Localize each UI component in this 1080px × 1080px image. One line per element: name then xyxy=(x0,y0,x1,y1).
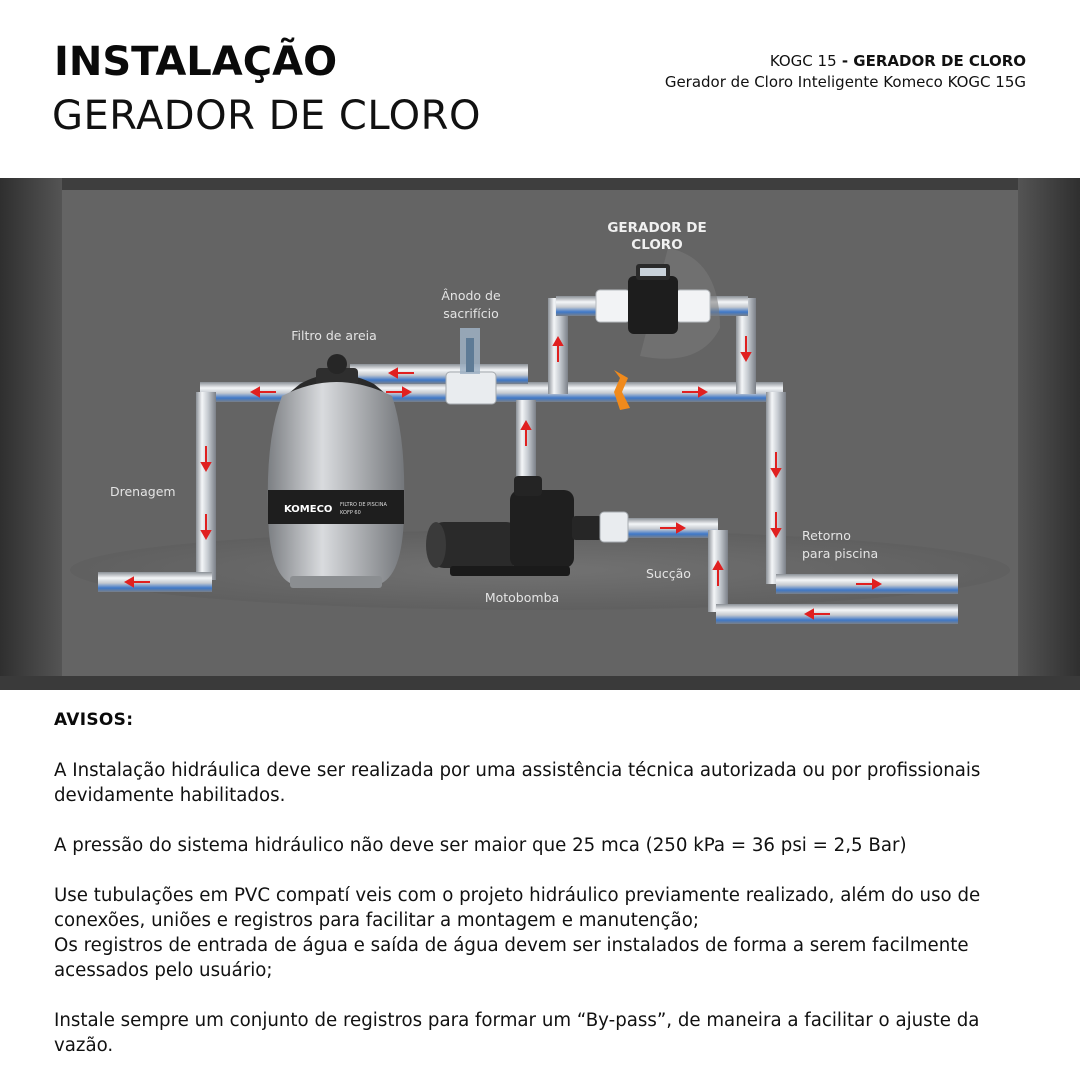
notices-list xyxy=(54,758,1034,1058)
label-drainage: Drenagem xyxy=(110,484,176,499)
filter-plate-line1: FILTRO DE PISCINA xyxy=(340,502,387,508)
model-heading xyxy=(665,51,1026,72)
label-generator-line1: GERADOR DE xyxy=(607,220,707,236)
label-sand-filter: Filtro de areia xyxy=(291,328,377,343)
label-return-line2: para piscina xyxy=(802,546,879,561)
notice-item: A Instalação hidráulica deve ser realizada por uma assistência técnica autorizada ou por profissionais devidamente habilitados. xyxy=(54,760,981,806)
filter-plate-line2: KOFP 60 xyxy=(340,510,361,516)
notice-group xyxy=(54,883,1034,983)
model-code: KOGC 15 xyxy=(769,52,837,70)
page-title: INSTALAÇÃO xyxy=(54,39,338,85)
notice-item: Instale sempre um conjunto de registros para formar um “By-pass”, de maneira a facilitar o ajuste da vazão. xyxy=(54,1010,980,1056)
notice-item: Os registros de entrada de água e saída de água devem ser instalados de forma a serem facilmente acessados pelo usuário; xyxy=(54,935,969,981)
label-pump: Motobomba xyxy=(484,590,560,605)
label-suction: Sucção xyxy=(646,566,691,581)
model-description: Gerador de Cloro Inteligente Komeco KOGC 15G xyxy=(664,73,1026,91)
filter-brand: KOMECO xyxy=(284,504,333,515)
page-subtitle: GERADOR DE CLORO xyxy=(52,93,481,139)
label-anode-line2: sacrifício xyxy=(443,306,499,321)
model-name: GERADOR DE CLORO xyxy=(853,52,1026,70)
notice-item: A pressão do sistema hidráulico não deve ser maior que 25 mca (250 kPa = 36 psi = 2,5 Bar) xyxy=(54,835,907,856)
model-info xyxy=(665,51,1026,93)
installation-diagram xyxy=(0,178,1080,690)
model-separator: - xyxy=(836,52,854,70)
notices-title: AVISOS: xyxy=(54,710,134,730)
notice-item: Use tubulações em PVC compatí veis com o projeto hidráulico previamente realizado, além do uso de conexões, uniões e registros para facilitar a montagem e manutenção; xyxy=(54,885,981,931)
label-anode-line1: Ânodo de xyxy=(441,288,501,303)
label-generator-line2: CLORO xyxy=(631,237,683,253)
label-return-line1: Retorno xyxy=(802,528,851,543)
